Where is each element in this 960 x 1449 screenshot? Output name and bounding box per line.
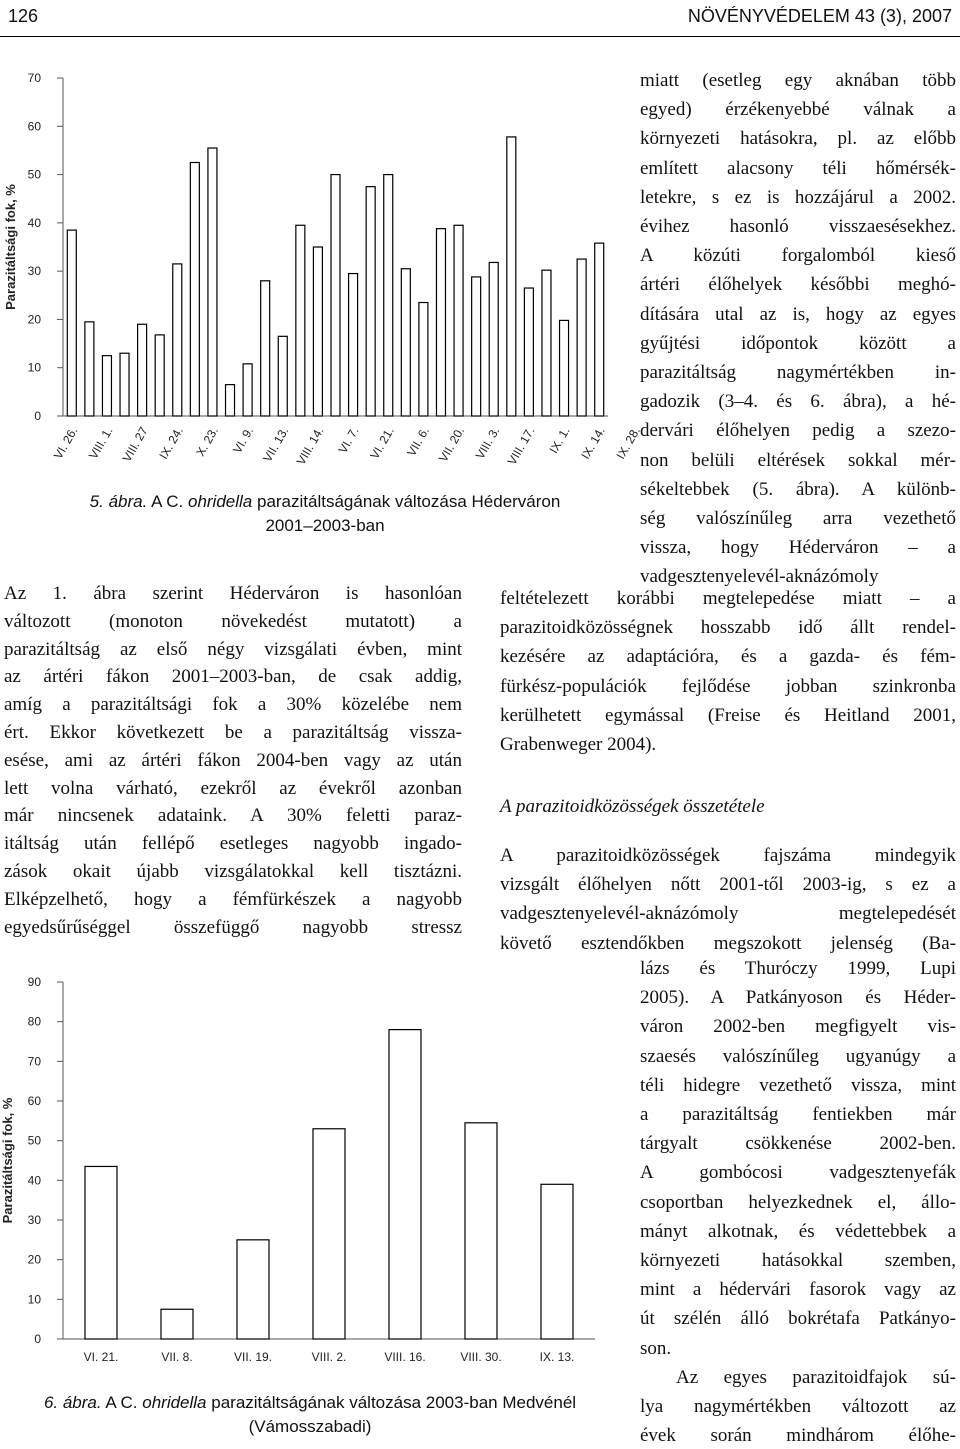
x-tick-label: VIII. 16. <box>384 1350 426 1364</box>
text-line: tárgyalt csökkenése 2002-ben. <box>640 1133 956 1155</box>
bar <box>313 1129 345 1339</box>
text-line: említett alacsony téli hőmérsék- <box>640 157 956 179</box>
text-line: Az egyes parazitoidfajok sú- <box>676 1366 956 1388</box>
bar <box>507 137 516 416</box>
caption-figure-number: 5. ábra. <box>89 492 148 511</box>
figure-6-caption-line2: (Vámosszabadi) <box>248 1417 372 1436</box>
header-rule <box>0 36 960 37</box>
bar <box>173 264 182 416</box>
text-line: kerülhetett egymással (Freise és Heitland 2001, <box>500 704 956 726</box>
text-line: csoportban helyezkednek el, állo- <box>640 1191 956 1213</box>
bar <box>237 1240 269 1339</box>
y-tick-label: 0 <box>34 1332 41 1346</box>
x-tick-label: VIII. 14. <box>293 424 327 468</box>
y-tick-label: 90 <box>27 975 41 989</box>
bar <box>595 243 604 416</box>
bar <box>489 262 498 416</box>
bar <box>243 364 252 416</box>
bar <box>190 163 199 417</box>
text-line: Grabenweger 2004). <box>500 734 657 755</box>
bar <box>401 269 410 416</box>
y-tick-label: 10 <box>27 1292 41 1307</box>
bar <box>524 288 533 416</box>
text-line: ség valószínűleg arra vezethető <box>640 508 956 529</box>
caption-species: ohridella <box>142 1393 207 1412</box>
bar <box>560 320 569 416</box>
bar <box>349 274 358 416</box>
text-line: egyed) érzékenyebbé válnak a <box>640 99 956 121</box>
text-line: non belüli eltérések sokkal mér- <box>640 449 956 471</box>
bar <box>465 1123 497 1339</box>
text-line: egyedsűrűséggel összefüggő nagyobb stressz <box>4 916 462 938</box>
bar <box>454 225 463 416</box>
bar <box>577 259 586 416</box>
section-subheading: A parazitoidközösségek összetétele <box>500 796 765 817</box>
text-line: váron 2002-ben megfigyelt vis- <box>640 1016 956 1038</box>
text-line: vissza, hogy Héderváron – a <box>640 537 956 559</box>
text-line: Elképzelhető, hogy a fémfürkészek a nagyobb <box>4 888 462 910</box>
y-tick-label: 20 <box>27 312 41 327</box>
bar <box>138 324 147 416</box>
bar <box>542 270 551 416</box>
x-tick-label: VII. 13. <box>260 424 292 465</box>
caption-text: parazitáltságának változása 2003-ban Medvénél <box>211 1393 577 1412</box>
x-tick-label: VII. 6. <box>404 424 433 459</box>
bar <box>85 1166 117 1339</box>
x-tick-label: IX. 14. <box>578 424 608 462</box>
figure-5-caption-line2: 2001–2003-ban <box>265 516 385 535</box>
x-tick-label: VIII. 1. <box>86 424 116 462</box>
bar <box>296 225 305 416</box>
text-line: téli hidegre vezethető vissza, mint <box>640 1074 956 1096</box>
x-tick-label: IX. 24. <box>156 424 186 462</box>
page-header <box>0 0 960 36</box>
figure-6-caption-line1 <box>0 1391 620 1415</box>
y-tick-label: 40 <box>27 1173 41 1188</box>
y-tick-label: 50 <box>27 1133 41 1148</box>
text-line: ártéri élőhelyek későbbi meghó- <box>640 274 956 296</box>
text-line: sékeltebbek (5. ábra). A különb- <box>640 478 956 500</box>
caption-figure-number: 6. ábra. <box>43 1393 102 1412</box>
text-line: szaesés valószínűleg ugyanúgy a <box>640 1045 956 1067</box>
text-line: a parazitáltság fentiekben már <box>640 1104 956 1125</box>
x-tick-label: VI. 26. <box>50 424 81 462</box>
journal-title: NÖVÉNYVÉDELEM 43 (3), 2007 <box>687 6 952 26</box>
bar <box>419 303 428 416</box>
caption-genus: A C. <box>105 1393 138 1412</box>
text-line: Az 1. ábra szerint Héderváron is hasonlóan <box>4 583 462 604</box>
text-line: parazitoidközösségnek hosszabb idő állt rendel- <box>500 617 956 639</box>
bar <box>366 187 375 416</box>
y-tick-label: 10 <box>27 360 41 375</box>
y-axis-title: Parazitáltsági fok, % <box>0 1097 15 1224</box>
caption-species: ohridella <box>187 492 253 511</box>
x-tick-label: VII. 19. <box>233 1350 273 1364</box>
y-tick-label: 70 <box>27 1054 41 1069</box>
x-tick-label: VI. 21. <box>367 424 397 462</box>
x-tick-label: IX. 1. <box>546 424 573 456</box>
text-line: már nincsenek adataink. A 30% feletti paraz- <box>4 805 462 827</box>
text-line: mint a hédervári fasorok vagy az <box>640 1279 956 1301</box>
text-line: dervári élőhelyen pedig a szezo- <box>640 420 956 442</box>
text-line: zások okait újabb vizsgálatokkal kell tisztázni. <box>4 861 462 882</box>
page-number: 126 <box>8 6 39 26</box>
text-line: lett volna várható, ezekről az évekről azonban <box>4 777 462 799</box>
y-tick-label: 60 <box>27 119 41 134</box>
y-tick-label: 80 <box>27 1014 41 1029</box>
bar <box>85 322 94 416</box>
x-tick-label: VIII. 27 <box>119 424 151 465</box>
bar <box>261 281 270 416</box>
text-line: parazitáltság az első négy vizsgálati évben, mint <box>4 638 462 660</box>
bar <box>472 277 481 416</box>
text-line: gyűjtési időpontok között a <box>640 332 956 354</box>
text-line: 2005). A Patkányoson és Héder- <box>640 987 956 1009</box>
text-line: környezeti hatásokkal szemben, <box>640 1250 956 1271</box>
text-line: környezeti hatásokra, pl. az előbb <box>640 128 956 150</box>
x-tick-label: X. 23. <box>193 424 222 459</box>
text-line: son. <box>640 1337 672 1359</box>
y-tick-label: 30 <box>27 1213 41 1227</box>
bar <box>208 148 217 416</box>
text-line: vadgesztenyelevél-aknázómoly megtelepedését <box>500 903 956 925</box>
text-line: dítására utal az is, hogy az egyes <box>640 303 956 325</box>
x-tick-label: IX. 13. <box>539 1350 575 1364</box>
bar <box>331 175 340 416</box>
y-tick-label: 40 <box>27 215 41 230</box>
x-tick-label: VII. 8. <box>161 1350 193 1364</box>
bar <box>226 385 235 416</box>
x-tick-label: VII. 20. <box>436 424 468 465</box>
text-line: A parazitoidközösségek fajszáma mindegyik <box>500 845 956 866</box>
figure-6-chart <box>0 970 610 1385</box>
x-tick-label: VI. 21. <box>83 1350 119 1364</box>
figure-5-caption <box>60 490 590 538</box>
text-line: esése, ami az ártéri fákon 2004-ben vagy az után <box>4 749 462 771</box>
text-line: letekre, s ez is hozzájárul a 2002. <box>640 186 956 208</box>
text-line: követő esztendőkben megszokott jelenség (Ba- <box>500 932 956 954</box>
caption-genus: A C. <box>151 492 184 511</box>
text-line: évek során mindhárom élőhe- <box>640 1425 956 1447</box>
caption-text: parazitáltságának változása Héderváron <box>256 492 561 511</box>
bar <box>313 247 322 416</box>
bar <box>120 353 129 416</box>
y-tick-label: 60 <box>27 1094 41 1108</box>
text-line: gadozik (3–4. és 6. ábra), a hé- <box>640 391 956 413</box>
text-line: vadgesztenyelevél-aknázómoly <box>640 566 879 588</box>
x-tick-label: VI. 9. <box>230 424 257 456</box>
text-line: A gombócosi vadgesztenyefák <box>640 1162 956 1184</box>
text-line: az ártéri fákon 2001–2003-ban, de csak addig, <box>4 666 462 688</box>
text-line: lya nagymértékben változott az <box>640 1396 956 1417</box>
text-line: feltételezett korábbi megtelepedése miatt – a <box>500 588 956 609</box>
y-tick-label: 0 <box>34 409 41 423</box>
figure-5-caption-line1 <box>60 490 590 514</box>
text-line: mányt alkotnak, és védettebbek a <box>640 1220 956 1242</box>
text-line: kezésére az adaptációra, és a gazda- és fém- <box>500 646 956 668</box>
y-axis-title: Parazitáltsági fok, % <box>3 184 18 310</box>
text-line: fürkész-populációk fejlődése jobban szinkronba <box>500 675 956 697</box>
text-line: A közúti forgalomból kieső <box>640 245 956 267</box>
text-line: vizsgált élőhelyen nőtt 2001-től 2003-ig, s ez a <box>500 874 956 896</box>
text-line: amíg a parazitáltsági fok a 30% közelébe nem <box>4 694 462 716</box>
y-tick-label: 70 <box>27 71 41 85</box>
text-line: lázs és Thuróczy 1999, Lupi <box>640 958 956 979</box>
bar <box>67 230 76 416</box>
bar <box>155 335 164 416</box>
text-line: évihez hasonló visszaesésekhez. <box>640 216 956 237</box>
x-tick-label: IX. 28. <box>613 424 643 462</box>
bar <box>161 1309 193 1339</box>
figure-5-chart <box>0 60 643 485</box>
x-tick-label: VI. 7. <box>335 424 362 456</box>
y-tick-label: 20 <box>27 1252 41 1267</box>
x-tick-label: VIII. 2. <box>311 1350 347 1364</box>
text-line: parazitáltság nagymértékben in- <box>640 362 956 383</box>
text-line: út szélén álló bokrétafa Patkányo- <box>640 1308 956 1330</box>
text-line: miatt (esetleg egy aknában több <box>640 70 956 91</box>
bar <box>436 229 445 416</box>
bar <box>278 336 287 416</box>
text-line: változott (monoton növekedést mutatott) a <box>4 610 462 632</box>
x-tick-label: VIII. 3. <box>472 424 503 462</box>
y-tick-label: 50 <box>27 167 41 182</box>
figure-6-caption <box>0 1391 620 1439</box>
x-tick-label: VIII. 17. <box>504 424 538 468</box>
bar <box>384 175 393 416</box>
y-tick-label: 30 <box>27 264 41 279</box>
bar <box>389 1030 421 1339</box>
text-line: itáltság után fellépő esetleges nagyobb ingado- <box>4 833 462 855</box>
text-line: ért. Ekkor következett be a parazitáltság vissza- <box>4 722 462 743</box>
x-tick-label: VIII. 30. <box>460 1350 502 1364</box>
bar <box>102 356 111 416</box>
bar <box>541 1184 573 1339</box>
